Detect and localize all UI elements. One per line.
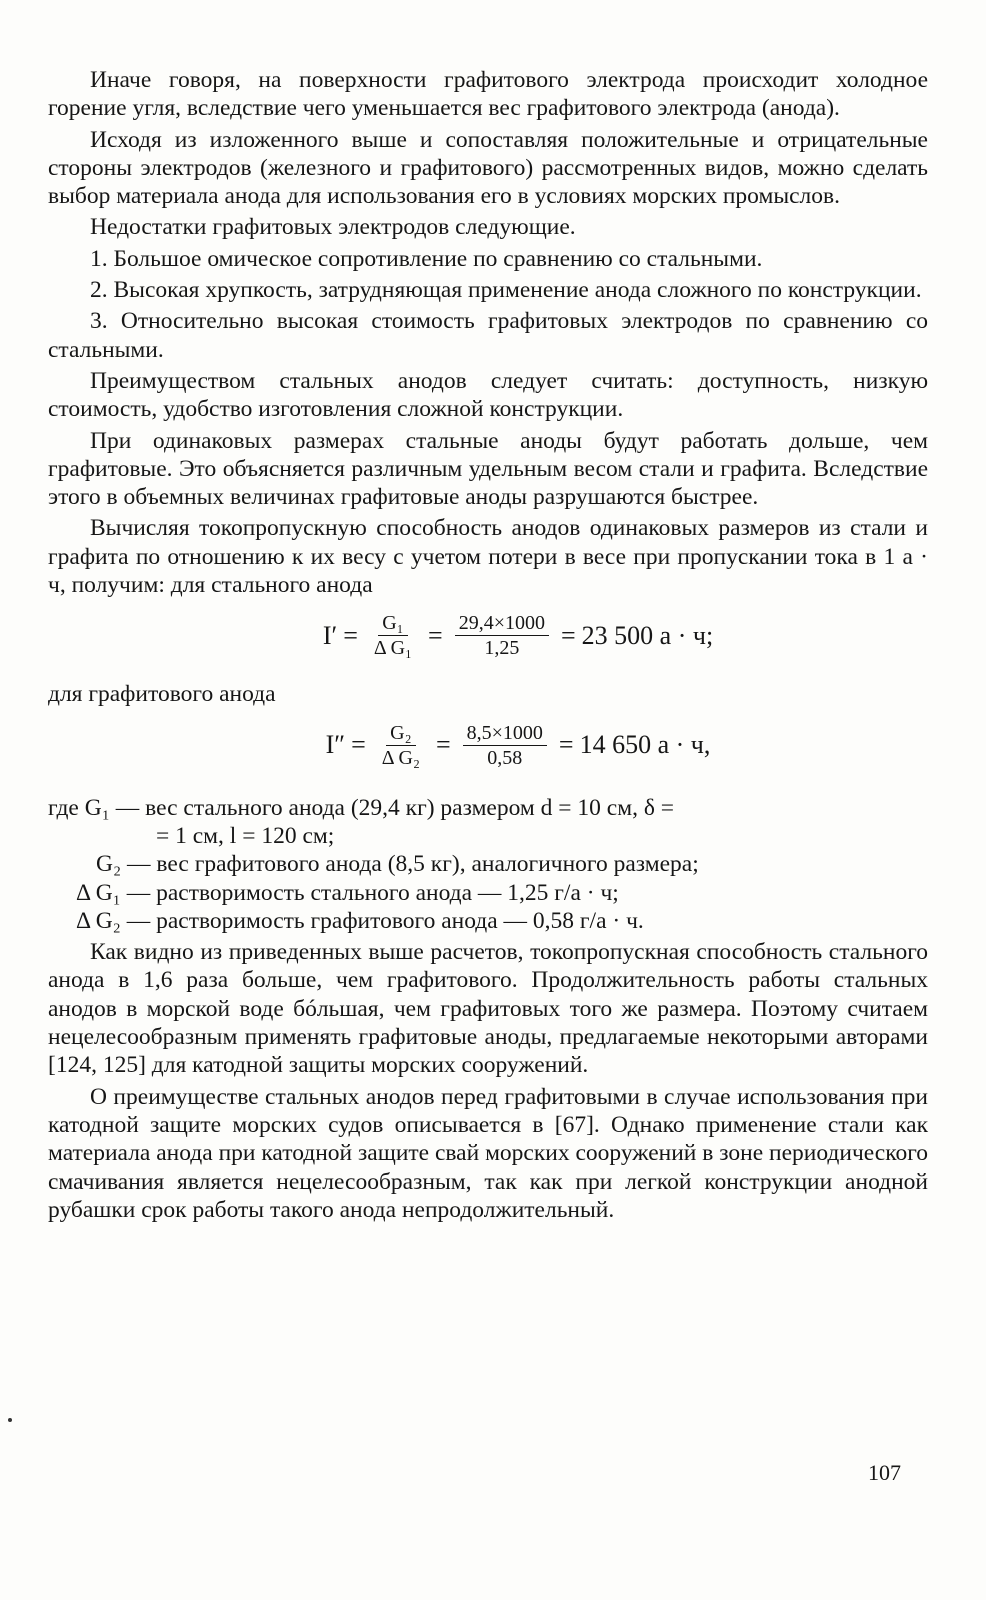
fraction	[378, 721, 424, 770]
formula-result: 23 500 а · ч;	[581, 620, 714, 650]
denominator: Δ G₂	[381, 746, 420, 769]
numerator: 8,5×1000	[463, 721, 547, 746]
paragraph: Преимуществом стальных анодов следует считать: доступность, низкую стоимость, удобство изготовления сложной конструкции.	[48, 367, 928, 423]
page-number: 107	[868, 1460, 901, 1485]
numerator: G₁	[378, 611, 407, 636]
numerator: G₂	[386, 721, 415, 746]
formula-result: 14 650 а · ч,	[579, 730, 711, 760]
variable-definitions	[48, 794, 928, 935]
paragraph: для графитового анода	[48, 681, 276, 708]
paragraph: Вычисляя токопропускную способность анодов одинаковых размеров из стали и графита по отношению к их весу с учетом потери в весе при пропускании тока в 1 а · ч, получим: для стального анода	[48, 515, 928, 599]
formula-graphite-anode: I″ = $\frac{\text{G₂}}{\text{Δ G₂}}$ = $\frac{8,5\times 1000}{0,58}$ = 14 650 а · ч,	[325, 721, 711, 769]
body-text	[48, 66, 928, 1227]
definition-label: где G₁ —	[48, 794, 140, 821]
paragraph: Недостатки графитовых электродов следующие.	[90, 214, 576, 241]
fraction	[455, 611, 549, 660]
paragraph: При одинаковых размерах стальные аноды будут работать дольше, чем графитовые. Это объясняется различным удельным весом стали и графита. Вследствие этого в объемных величинах графитовые аноды разрушаются быстрее.	[48, 427, 928, 511]
paragraph: Иначе говоря, на поверхности графитового электрода происходит холодное горение угля, вследствие чего уменьшается вес графитового электрода (анода).	[48, 67, 928, 122]
paragraph: О преимуществе стальных анодов перед графитовыми в случае использования при катодной защите морских судов описывается в [67]. Однако применение стали как материала анода при катодной защите свай морских сооружений в зоне периодического смачивания является нецелесообразным, так как при легкой конструкции анодной рубашки срок работы такого анода непродолжительный.	[48, 1083, 928, 1223]
definition-text: вес стального анода (29,4 кг) размером d = 10 см, δ =	[145, 794, 675, 821]
denominator: 0,58	[487, 746, 523, 769]
definition-text: G₂ — вес графитового анода (8,5 кг), аналогичного размера;	[96, 851, 699, 878]
ink-speck	[8, 1418, 12, 1422]
list-item: 2. Высокая хрупкость, затрудняющая применение анода сложного по конструкции.	[90, 277, 922, 304]
formula-steel-anode: I′ = $\frac{\text{G₁}}{\text{Δ G₁}}$ = $\frac{29,4\times 1000}{1,25}$ = 23 500 а · ч;	[322, 612, 714, 660]
fraction	[370, 611, 416, 660]
list-item: 1. Большое омическое сопротивление по сравнению со стальными.	[90, 245, 763, 272]
formula-lhs: I″	[325, 730, 346, 760]
numerator: 29,4×1000	[455, 611, 549, 636]
definition-text: Δ G₁ — растворимость стального анода — 1,25 г/а · ч;	[76, 879, 619, 906]
denominator: Δ G₁	[373, 637, 413, 660]
definition-text: = 1 см, l = 120 см;	[156, 822, 335, 849]
denominator: 1,25	[484, 637, 520, 660]
definition-text: Δ G₂ — растворимость графитового анода — 0,58 г/а · ч.	[76, 907, 644, 934]
list-item: 3. Относительно высокая стоимость графитовых электродов по сравнению со стальными.	[48, 308, 928, 363]
paragraph: Исходя из изложенного выше и сопоставляя положительные и отрицательные стороны электродов (железного и графитового) рассмотренных видов, можно сделать выбор материала анода для использования его в условиях морских промыслов.	[48, 126, 928, 210]
paragraph: Как видно из приведенных выше расчетов, токопропускная способность стального анода в 1,6 раза больше, чем графитового. Продолжительность работы стальных анодов в морской воде бóльшая, чем графитовых того же размера. Поэтому считаем нецелесообразным применять графитовые аноды, предлагаемые некоторыми авторами [124, 125] для катодной защиты морских сооружений.	[48, 939, 928, 1079]
formula-lhs: I′	[322, 620, 338, 650]
fraction	[463, 721, 547, 770]
